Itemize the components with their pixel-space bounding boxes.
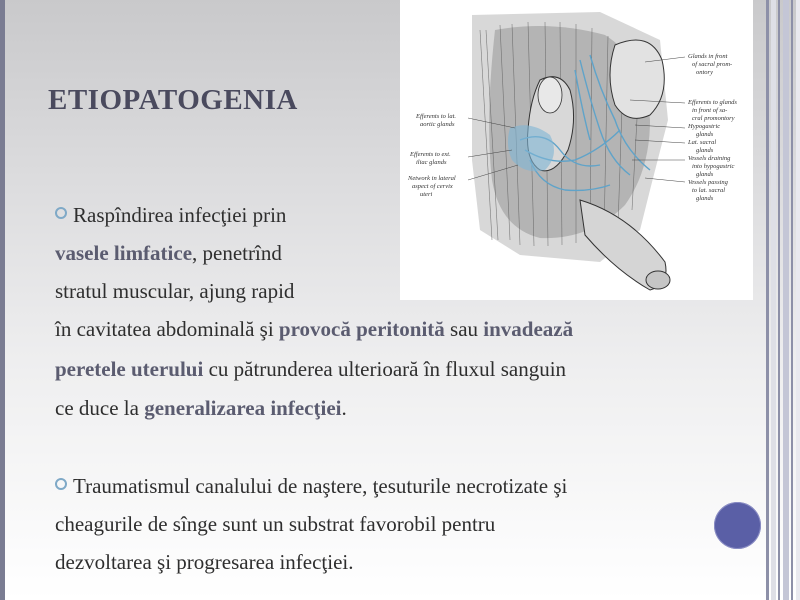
svg-text:glands: glands [696, 195, 714, 202]
highlight-text: vasele limfatice [55, 241, 193, 265]
svg-text:Vessels draining: Vessels draining [688, 155, 731, 162]
paragraph-2-line-2: cheagurile de sînge sunt un substrat favorobil pentru [55, 512, 496, 536]
paragraph-2-line-3: dezvoltarea şi progresarea infecţiei. [55, 550, 354, 574]
svg-text:in front of sa-: in front of sa- [692, 107, 728, 114]
highlight-text: peretele uterului [55, 357, 204, 381]
paragraph-1-line-3: stratul muscular, ajung rapid [55, 279, 295, 303]
figure-labels-left [407, 113, 456, 198]
slide-title: ETIOPATOGENIA [48, 84, 298, 116]
svg-text:uteri: uteri [420, 191, 433, 198]
bullet-icon [55, 207, 67, 219]
paragraph-2-line-1 [55, 467, 567, 505]
highlight-text: generalizarea infecţiei [144, 396, 342, 420]
figure-labels-right [687, 53, 737, 202]
svg-text:Efferents to lat.: Efferents to lat. [416, 113, 457, 120]
text: , penetrînd [192, 241, 282, 265]
text: Traumatismul canalului de naştere, ţesuturile necrotizate şi [73, 474, 568, 498]
svg-text:into hypogastric: into hypogastric [692, 163, 735, 170]
right-bar [783, 0, 789, 600]
svg-text:iliac glands: iliac glands [416, 159, 447, 166]
svg-text:to lat. sacral: to lat. sacral [692, 187, 726, 194]
svg-text:Hypogastric: Hypogastric [688, 123, 721, 130]
right-bar [766, 0, 769, 600]
svg-text:Vessels passing: Vessels passing [688, 179, 728, 186]
highlight-text: invadează [483, 317, 574, 341]
svg-text:Glands in front: Glands in front [688, 53, 728, 60]
text: Raspîndirea infecţiei prin [73, 203, 287, 227]
text: cu pătrunderea ulterioară în fluxul sanguin [203, 357, 567, 381]
paragraph-1-line-4 [55, 310, 573, 348]
right-bar [791, 0, 793, 600]
svg-text:glands: glands [696, 147, 714, 154]
svg-text:Efferents to glands: Efferents to glands [688, 99, 737, 106]
paragraph-1-line-1 [55, 196, 286, 234]
svg-text:aspect of cervix: aspect of cervix [412, 183, 453, 190]
right-bar [796, 0, 800, 600]
paragraph-1-line-5 [55, 350, 566, 388]
right-bar [778, 0, 780, 600]
svg-text:glands: glands [696, 171, 714, 178]
anatomical-figure [400, 0, 753, 300]
bullet-icon [55, 478, 67, 490]
paragraph-1-line-2 [55, 234, 282, 272]
pelvic-lymphatics-illustration [400, 0, 753, 300]
svg-text:glands: glands [696, 131, 714, 138]
text: ce duce la [55, 396, 145, 420]
highlight-text: provocă peritonită [278, 317, 445, 341]
svg-text:ontory: ontory [696, 69, 713, 76]
paragraph-1-line-6 [55, 389, 347, 427]
right-bar [771, 0, 776, 600]
svg-text:aortic glands: aortic glands [420, 121, 455, 128]
decorative-circle [714, 502, 761, 549]
text: sau [444, 317, 484, 341]
left-border [0, 0, 5, 600]
svg-text:Efferents to ext.: Efferents to ext. [410, 151, 451, 158]
text: . [341, 396, 347, 420]
text: în cavitatea abdominală şi [55, 317, 279, 341]
svg-text:of sacral prom-: of sacral prom- [692, 61, 733, 68]
svg-text:cral promontory: cral promontory [692, 115, 735, 122]
svg-text:Lat. sacral: Lat. sacral [688, 139, 717, 146]
svg-text:Network in lateral: Network in lateral [408, 175, 456, 182]
